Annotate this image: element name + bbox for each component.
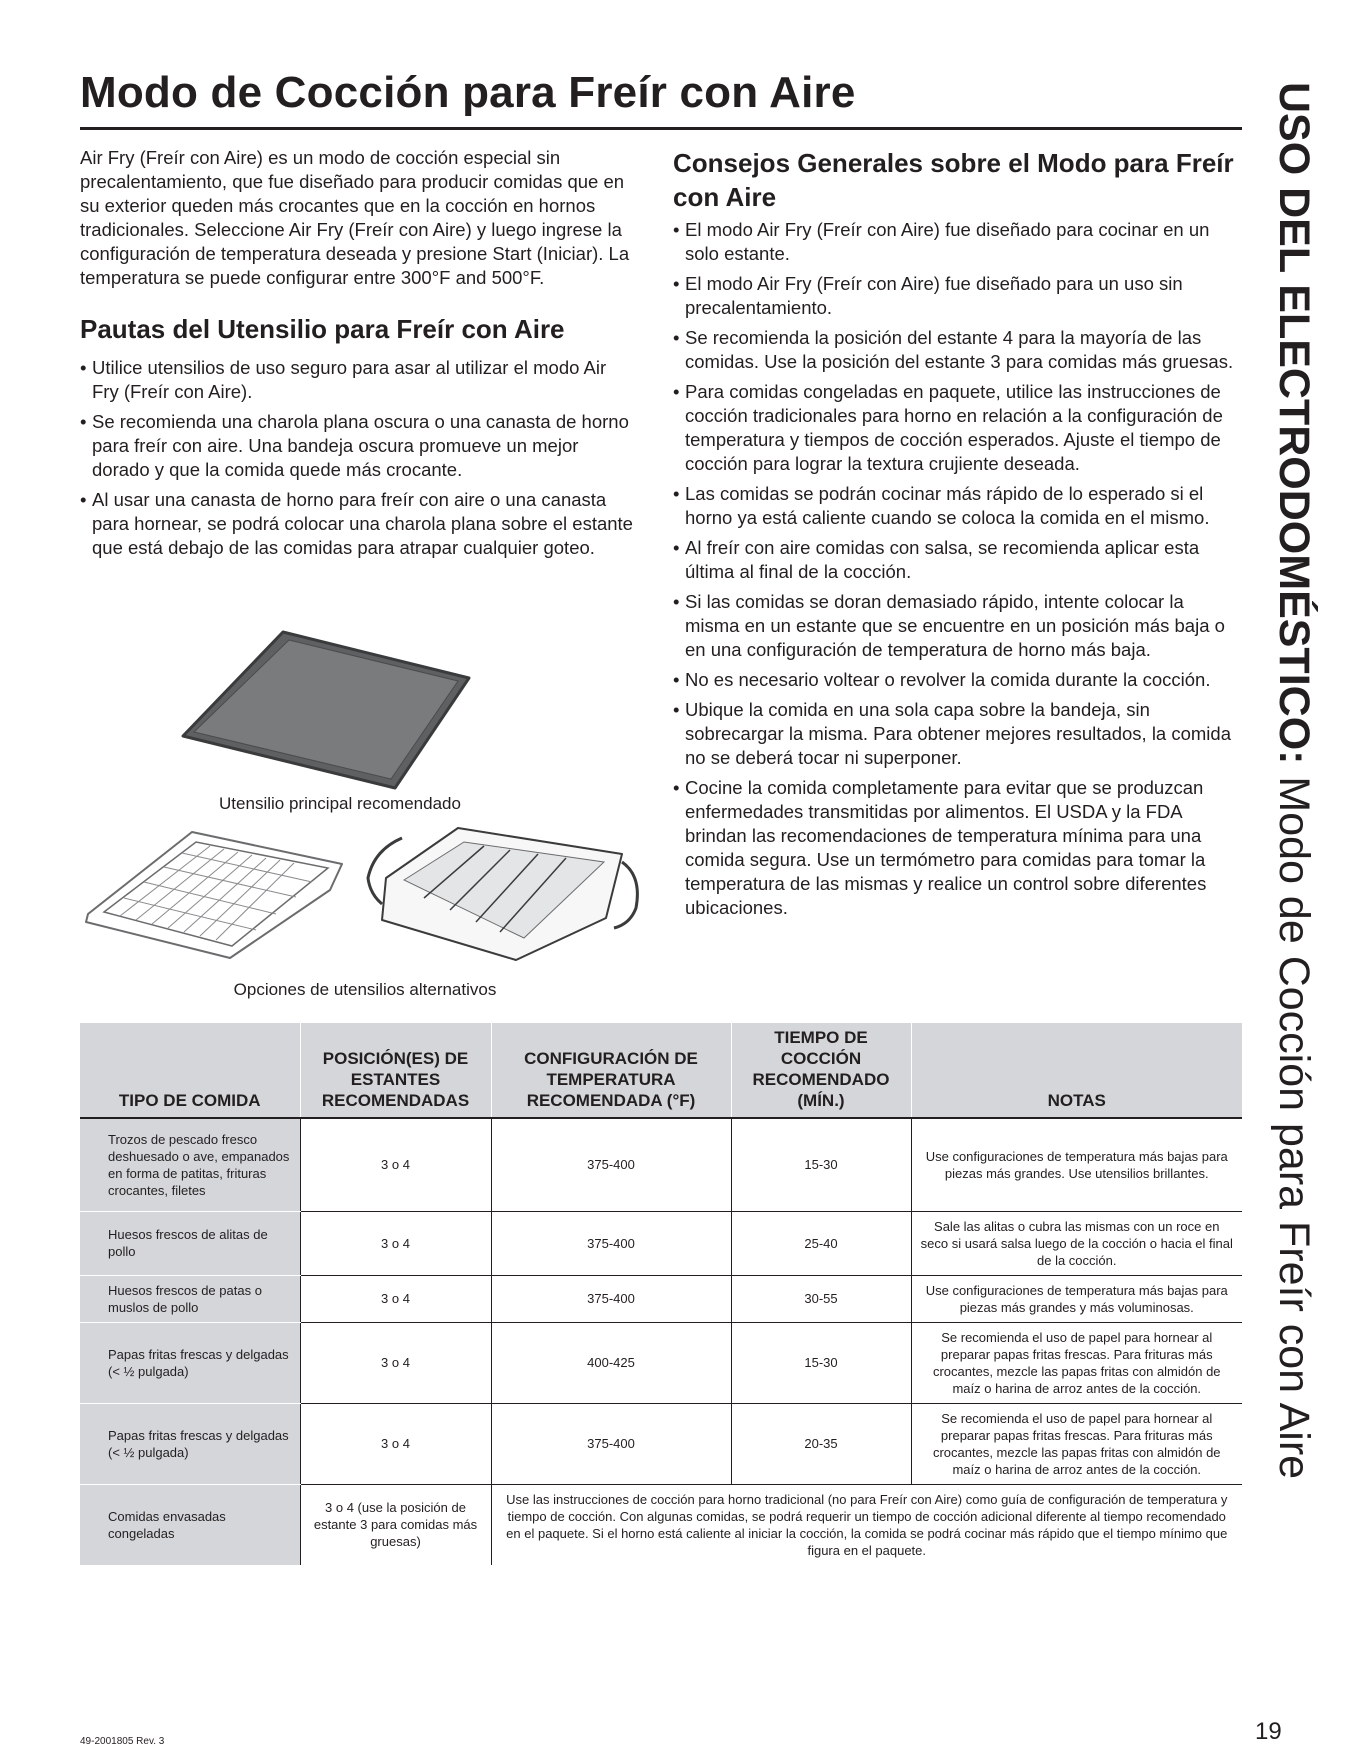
- left-column: [80, 146, 636, 566]
- cookware-guidelines-list: [80, 356, 636, 560]
- table-header-row: [80, 1023, 1242, 1118]
- tip-bullet: • Ubique la comida en una sola capa sobre la bandeja, sin sobrecargar la misma. Para obtener mejores resultados, la comida no se deberá tocar ni superponer.: [673, 698, 1243, 770]
- tip-bullet: • Al freír con aire comidas con salsa, se recomienda aplicar esta última al final de la cocción.: [673, 536, 1243, 584]
- intro-paragraph: Air Fry (Freír con Aire) es un modo de cocción especial sin precalentamiento, que fue diseñado para producir comidas que en su exterior queden más crocantes que en la cocción en hornos tradicionales. Seleccione Air Fry (Freír con Aire) y luego ingrese la configuración de temperatura deseada y presione Start (Iniciar). La temperatura se puede configurar entre 300°F and 500°F.: [80, 147, 630, 288]
- rack-position-cell: 3 o 4: [300, 1275, 491, 1322]
- cook-time-cell: 30-55: [731, 1275, 911, 1322]
- rack-position-cell: 3 o 4: [300, 1322, 491, 1403]
- tips-heading: Consejos Generales sobre el Modo para Freír con Aire: [673, 148, 1234, 212]
- page-number: 19: [1255, 1718, 1282, 1745]
- column-header-cook-time: TIEMPO DE COCCIÓN RECOMENDADO (MÍN.): [731, 1023, 911, 1118]
- cook-time-cell: 15-30: [731, 1118, 911, 1211]
- right-column: [673, 146, 1243, 926]
- food-type-cell: Comidas envasadas congeladas: [80, 1484, 300, 1565]
- side-tab-regular: Modo de Cocción para Freír con Aire: [1270, 764, 1318, 1480]
- food-type-cell: Papas fritas frescas y delgadas (< ½ pulgada): [80, 1403, 300, 1484]
- table-row: [80, 1403, 1242, 1484]
- cookware-bullet: • Al usar una canasta de horno para freír con aire o una canasta para hornear, se podrá colocar una charola plana sobre el estante que está debajo de las comidas para atrapar cualquier goteo.: [80, 488, 636, 560]
- rack-position-cell: 3 o 4: [300, 1403, 491, 1484]
- side-section-tab: [1258, 82, 1330, 1542]
- tip-bullet: • Cocine la comida completamente para evitar que se produzcan enfermedades transmitidas por alimentos. El USDA y la FDA brindan las recomendaciones de temperatura mínima para una comida segura. Use un termómetro para comidas para tomar la temperatura de las mismas y realice un control sobre diferentes ubicaciones.: [673, 776, 1243, 920]
- wire-rack-pan-illustration: [80, 822, 350, 962]
- temperature-cell: 375-400: [491, 1211, 731, 1275]
- table-row: [80, 1275, 1242, 1322]
- air-fry-cooking-table: [80, 1023, 1242, 1565]
- tip-bullet: • Si las comidas se doran demasiado rápido, intente colocar la misma en un estante que se encuentre en un posición más baja o en una configuración de temperatura de horno más baja.: [673, 590, 1243, 662]
- table-row: [80, 1484, 1242, 1565]
- tip-bullet: • Se recomienda la posición del estante 4 para la mayoría de las comidas. Use la posición del estante 3 para comidas más gruesas.: [673, 326, 1243, 374]
- title-rule: [80, 127, 1242, 130]
- rack-position-cell: 3 o 4: [300, 1118, 491, 1211]
- temperature-cell: 400-425: [491, 1322, 731, 1403]
- tip-bullet: • El modo Air Fry (Freír con Aire) fue diseñado para cocinar en un solo estante.: [673, 218, 1243, 266]
- food-type-cell: Huesos frescos de alitas de pollo: [80, 1211, 300, 1275]
- notes-cell: Se recomienda el uso de papel para hornear al preparar papas fritas frescas. Para frituras más crocantes, mezcle las papas fritas con almidón de maíz o harina de arroz antes de la cocción.: [911, 1403, 1242, 1484]
- column-header-temperature: CONFIGURACIÓN DE TEMPERATURA RECOMENDADA (°F): [491, 1023, 731, 1118]
- air-fry-basket-illustration: [360, 820, 645, 965]
- tip-bullet: • No es necesario voltear o revolver la comida durante la cocción.: [673, 668, 1243, 692]
- page-title: Modo de Cocción para Freír con Aire: [80, 68, 856, 117]
- table-row: [80, 1118, 1242, 1211]
- temperature-cell: 375-400: [491, 1275, 731, 1322]
- tip-bullet: • Para comidas congeladas en paquete, utilice las instrucciones de cocción tradicionales para horno en relación a la configuración de temperatura y tiempos de cocción esperados. Ajuste el tiempo de cocción para lograr la textura crujiente deseada.: [673, 380, 1243, 476]
- cook-time-cell: 20-35: [731, 1403, 911, 1484]
- dark-flat-tray-illustration: [175, 628, 475, 794]
- column-header-food-type: TIPO DE COMIDA: [80, 1023, 300, 1118]
- tip-bullet: • Las comidas se podrán cocinar más rápido de lo esperado si el horno ya está caliente cuando se coloca la comida en el mismo.: [673, 482, 1243, 530]
- primary-cookware-caption: Utensilio principal recomendado: [219, 794, 461, 813]
- notes-cell: Use configuraciones de temperatura más bajas para piezas más grandes. Use utensilios brillantes.: [911, 1118, 1242, 1211]
- tips-list: [673, 218, 1243, 920]
- food-type-cell: Huesos frescos de patas o muslos de pollo: [80, 1275, 300, 1322]
- table-row: [80, 1211, 1242, 1275]
- document-code: 49-2001805 Rev. 3: [80, 1736, 165, 1747]
- cookware-bullet: • Utilice utensilios de uso seguro para asar al utilizar el modo Air Fry (Freír con Aire).: [80, 356, 636, 404]
- temperature-cell: 375-400: [491, 1403, 731, 1484]
- cookware-bullet: • Se recomienda una charola plana oscura o una canasta de horno para freír con aire. Una bandeja oscura promueve un mejor dorado y que la comida quede más crocante.: [80, 410, 636, 482]
- temperature-cell: 375-400: [491, 1118, 731, 1211]
- cook-time-cell: 25-40: [731, 1211, 911, 1275]
- cookware-heading: Pautas del Utensilio para Freír con Aire: [80, 314, 565, 344]
- rack-position-cell: 3 o 4 (use la posición de estante 3 para comidas más gruesas): [300, 1484, 491, 1565]
- alternative-cookware-caption: Opciones de utensilios alternativos: [233, 980, 497, 999]
- food-type-cell: Papas fritas frescas y delgadas (< ½ pulgada): [80, 1322, 300, 1403]
- notes-cell: Sale las alitas o cubra las mismas con un roce en seco si usará salsa luego de la cocción o hacia el final de la cocción.: [911, 1211, 1242, 1275]
- packaged-foods-notes-cell: Use las instrucciones de cocción para horno tradicional (no para Freír con Aire) como guía de configuración de temperatura y tiempo de cocción. Con algunas comidas, se podrá requerir un tiempo de cocción adicional diferente al tiempo recomendado en el paquete. Si el horno está caliente al iniciar la cocción, la comida se podrá cocinar más rápido que el tiempo mínimo que figura en el paquete.: [491, 1484, 1242, 1565]
- notes-cell: Use configuraciones de temperatura más bajas para piezas más grandes y más voluminosas.: [911, 1275, 1242, 1322]
- food-type-cell: Trozos de pescado fresco deshuesado o ave, empanados en forma de patitas, frituras crocantes, filetes: [80, 1118, 300, 1211]
- tip-bullet: • El modo Air Fry (Freír con Aire) fue diseñado para un uso sin precalentamiento.: [673, 272, 1243, 320]
- column-header-notes: NOTAS: [911, 1023, 1242, 1118]
- table-row: [80, 1322, 1242, 1403]
- column-header-rack-position: POSICIÓN(ES) DE ESTANTES RECOMENDADAS: [300, 1023, 491, 1118]
- notes-cell: Se recomienda el uso de papel para hornear al preparar papas fritas frescas. Para frituras más crocantes, mezcle las papas fritas con almidón de maíz o harina de arroz antes de la cocción.: [911, 1322, 1242, 1403]
- rack-position-cell: 3 o 4: [300, 1211, 491, 1275]
- side-tab-bold: USO DEL ELECTRODOMÉSTICO:: [1270, 82, 1318, 765]
- cook-time-cell: 15-30: [731, 1322, 911, 1403]
